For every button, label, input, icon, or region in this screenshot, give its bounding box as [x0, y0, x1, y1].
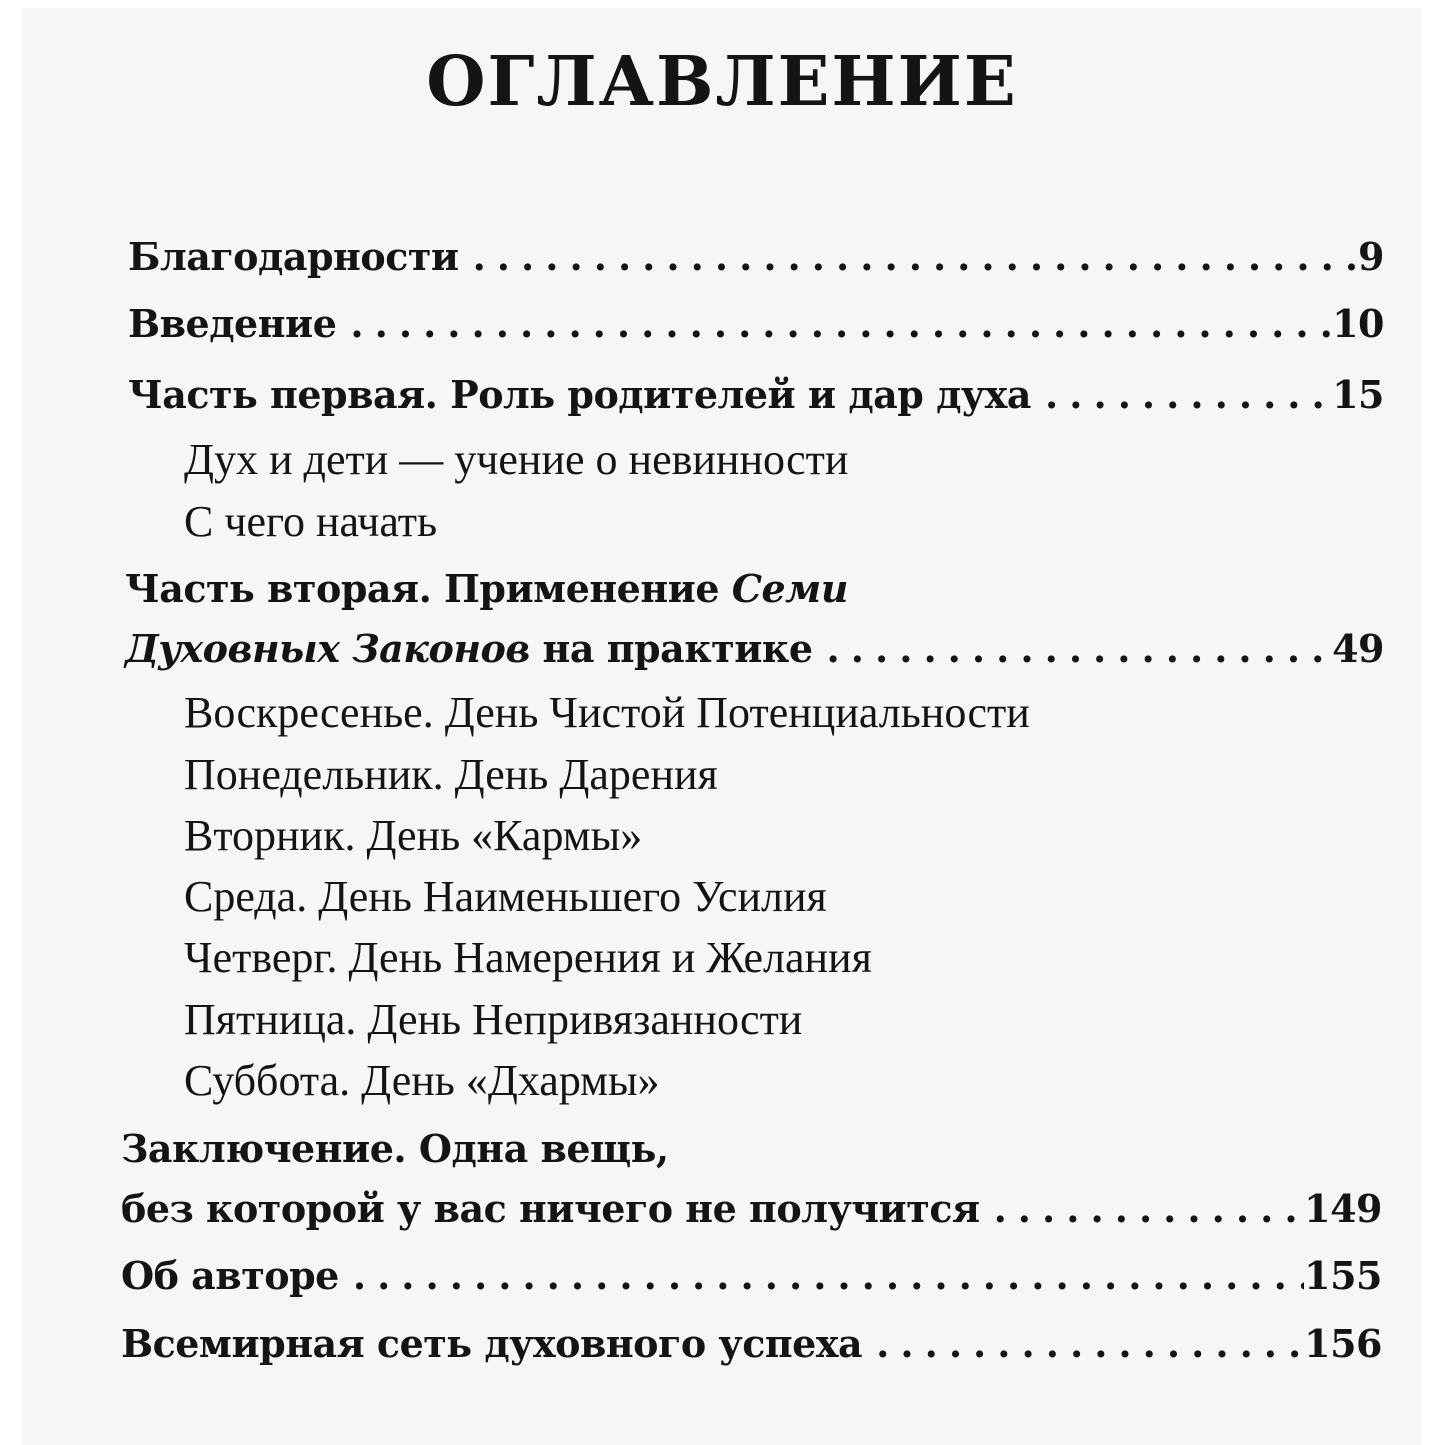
toc-subentry-label: Понедельник. День Дарения: [184, 750, 718, 799]
toc-entry-part2-line1[interactable]: [125, 566, 848, 611]
toc-page-number: 9: [1358, 234, 1384, 279]
toc-entry-about[interactable]: [121, 1253, 1382, 1298]
toc-subentry-label: Дух и дети — учение о невинности: [184, 435, 849, 484]
toc-page-number: 155: [1304, 1253, 1382, 1298]
toc-subentry[interactable]: [184, 687, 1030, 738]
toc-entry-label: Всемирная сеть духовного успеха: [121, 1321, 863, 1366]
toc-subentry[interactable]: [184, 810, 642, 861]
toc-subentry-label: Среда. День Наименьшего Усилия: [184, 872, 827, 921]
toc-entry-network[interactable]: [121, 1321, 1382, 1366]
dot-leader: [813, 626, 1333, 671]
toc-subentry[interactable]: [184, 994, 802, 1045]
toc-entry-label: без которой у вас ничего не получится: [121, 1186, 980, 1231]
dot-leader: [339, 1253, 1304, 1298]
toc-page-number: 49: [1332, 626, 1384, 671]
toc-subentry[interactable]: [184, 871, 827, 922]
toc-page-number: 149: [1304, 1186, 1382, 1231]
dot-leader: [980, 1186, 1305, 1231]
toc-entry-conclusion-line2[interactable]: [121, 1186, 1382, 1231]
toc-entry-label: Заключение. Одна вещь,: [121, 1126, 669, 1171]
toc-page: [22, 8, 1422, 1445]
dot-leader: [459, 234, 1358, 279]
toc-subentry-label: Четверг. День Намерения и Желания: [184, 933, 872, 982]
toc-entry-label-italic: Духовных Законов: [125, 626, 530, 671]
toc-subentry-label: С чего начать: [184, 497, 438, 546]
toc-subentry[interactable]: [184, 749, 718, 800]
toc-entry-label: Часть первая. Роль родителей и дар духа: [128, 372, 1032, 417]
toc-subentry-label: Воскресенье. День Чистой Потенциальности: [184, 688, 1030, 737]
toc-entry-label: на практике: [529, 626, 813, 671]
toc-entry-conclusion-line1[interactable]: [121, 1126, 669, 1171]
toc-entry-gratitude[interactable]: [128, 234, 1384, 279]
toc-entry-label: Введение: [128, 301, 337, 346]
toc-entry-label: Об авторе: [121, 1253, 339, 1298]
toc-entry-label: Часть вторая. Применение: [125, 566, 732, 611]
dot-leader: [1031, 372, 1332, 417]
toc-subentry[interactable]: [184, 1055, 660, 1106]
toc-entry-label-italic: Семи: [731, 566, 848, 611]
dot-leader: [336, 301, 1332, 346]
toc-page-number: 10: [1332, 301, 1384, 346]
toc-page-number: 15: [1332, 372, 1384, 417]
toc-subentry-label: Суббота. День «Дхармы»: [184, 1056, 660, 1105]
toc-entry-introduction[interactable]: [128, 301, 1384, 346]
toc-subentry[interactable]: [184, 434, 848, 485]
page-title: ОГЛАВЛЕНИЕ: [426, 42, 1018, 122]
toc-entry-part2-line2[interactable]: [125, 626, 1384, 671]
toc-subentry-label: Вторник. День «Кармы»: [184, 811, 643, 860]
dot-leader: [862, 1321, 1304, 1366]
toc-subentry-label: Пятница. День Непривязанности: [184, 995, 803, 1044]
toc-entry-label: Благодарности: [128, 234, 459, 279]
toc-subentry[interactable]: [184, 932, 872, 983]
toc-entry-part1[interactable]: [128, 372, 1384, 417]
toc-subentry[interactable]: [184, 496, 437, 547]
toc-page-number: 156: [1304, 1321, 1382, 1366]
